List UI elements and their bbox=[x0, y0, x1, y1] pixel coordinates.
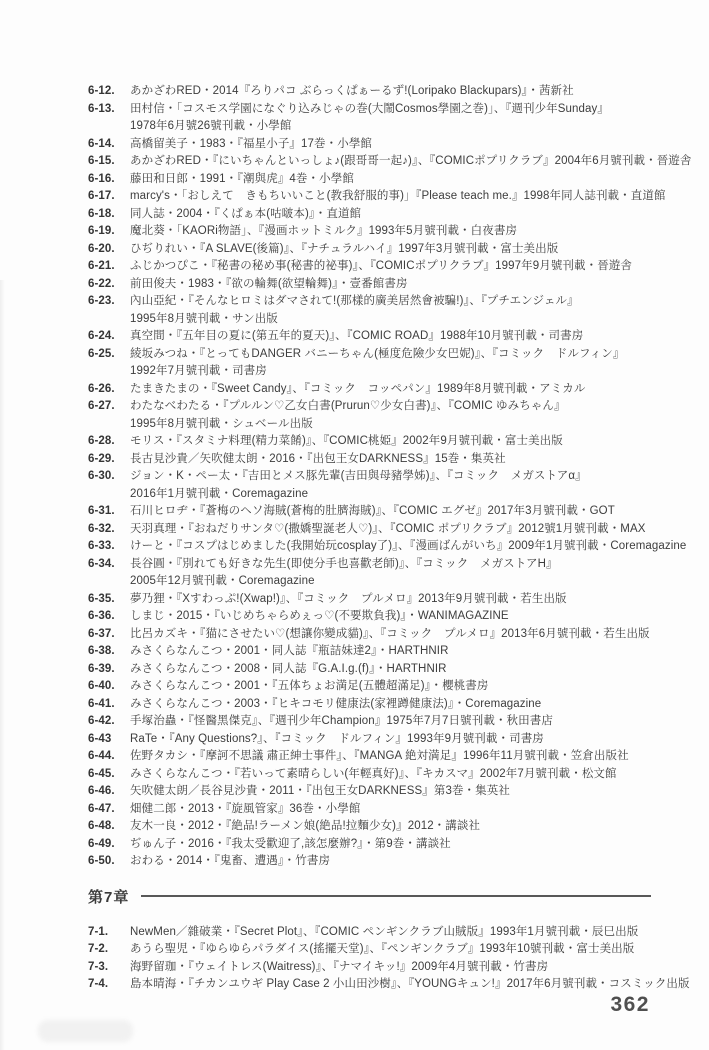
reference-text bbox=[130, 153, 692, 171]
reference-entry bbox=[88, 643, 651, 661]
reference-number: 6-36. bbox=[88, 610, 115, 622]
reference-text bbox=[130, 853, 651, 871]
reference-number: 6-15. bbox=[88, 155, 115, 167]
reference-text-line: 畑健二郎・2013・『旋風管家』36巻・小學館 bbox=[130, 802, 361, 815]
reference-text-line: 2016年1月號刊載・Coremagazine bbox=[130, 487, 309, 500]
reference-text bbox=[130, 556, 651, 591]
chapter7-heading-rule bbox=[141, 895, 651, 897]
reference-entry bbox=[88, 783, 651, 801]
reference-text-line: marcy's・「おしえて きもちいいこと(教我舒服的事)」『Please teach me.』1998年同人誌刊載・直道館 bbox=[130, 190, 666, 202]
scan-smudge-artifact bbox=[38, 1020, 133, 1042]
reference-entry bbox=[88, 346, 651, 381]
reference-entry bbox=[88, 818, 651, 836]
reference-number: 6-33. bbox=[88, 540, 115, 552]
reference-text bbox=[130, 381, 651, 399]
chapter6-reference-list bbox=[88, 83, 692, 871]
reference-entry bbox=[88, 853, 651, 871]
reference-text-line: 1992年7月號刊載・司書房 bbox=[130, 365, 267, 377]
reference-text-line: ぢゅん子・2016・『我太受歡迎了,該怎麼辦?』・第9巻・講談社 bbox=[130, 837, 451, 850]
reference-number: 6-22. bbox=[88, 277, 115, 290]
reference-entry bbox=[88, 801, 651, 819]
reference-text-line: モリス・『スタミナ料理(精力菜餚)』、『COMIC桃姫』2002年9月號刊載・富士美出版 bbox=[130, 435, 563, 447]
reference-number: 6-35. bbox=[88, 592, 115, 605]
reference-text-line: 1995年8月號刊載・サン出版 bbox=[130, 312, 278, 325]
reference-entry bbox=[88, 731, 651, 749]
reference-text-line: みさくらなんこつ・『若いって素晴らしい(年輕真好)』、『キカスマ』2002年7月號刊載・松文館 bbox=[130, 767, 617, 780]
reference-text bbox=[130, 696, 651, 714]
reference-text-line: あうら聖児・『ゆらゆらパラダイス(搖擺天堂)』、『ペンギンクラブ』1993年10號刊載・富士美出版 bbox=[130, 943, 635, 955]
reference-number: 6-25. bbox=[88, 347, 115, 360]
reference-text bbox=[130, 538, 687, 556]
reference-number: 6-49. bbox=[88, 837, 115, 850]
reference-text bbox=[130, 136, 651, 154]
reference-text bbox=[130, 941, 651, 959]
reference-entry bbox=[88, 451, 651, 469]
reference-entry bbox=[88, 748, 651, 766]
reference-text bbox=[130, 591, 651, 609]
reference-text bbox=[130, 451, 651, 469]
reference-entry bbox=[88, 959, 651, 977]
reference-entry bbox=[88, 678, 651, 696]
reference-number: 6-41. bbox=[88, 697, 115, 710]
reference-number: 6-44. bbox=[88, 750, 115, 762]
reference-entry bbox=[88, 83, 651, 101]
reference-text bbox=[130, 83, 651, 101]
reference-text-line: 島本晴海・『チカンユウギ Play Case 2 小山田沙樹』、『YOUNGキュン!』2017年6月號刊載・コスミック出版 bbox=[130, 978, 690, 990]
chapter7-reference-list bbox=[88, 924, 690, 994]
reference-text bbox=[130, 836, 651, 854]
reference-number: 7-3. bbox=[88, 960, 109, 973]
reference-text-line: 矢吹健太朗／長谷見沙貴・2011・『出包王女DARKNESS』第3巻・集英社 bbox=[130, 785, 510, 797]
reference-number: 6-31. bbox=[88, 505, 115, 517]
reference-text-line: おわる・2014・『鬼畜、遭遇』・竹書房 bbox=[130, 855, 331, 867]
reference-entry bbox=[88, 276, 651, 294]
reference-text-line: 魔北葵・「KAORi物語」、『漫画ホットミルク』1993年5月號刊載・白夜書房 bbox=[130, 225, 518, 237]
reference-number: 6-24. bbox=[88, 330, 115, 342]
reference-number: 6-43 bbox=[88, 732, 112, 745]
reference-text-line: しまじ・2015・『いじめちゃらめぇっ♡(不要欺負我)』・WANIMAGAZINE bbox=[130, 610, 509, 622]
reference-number: 6-46. bbox=[88, 785, 115, 797]
reference-text-line: 內山亞紀・『そんなヒロミはダマされて!(那樣的廣美居然會被騙!)』、『プチエンジェル』 bbox=[130, 295, 579, 307]
reference-entry bbox=[88, 206, 651, 224]
reference-text bbox=[130, 783, 651, 801]
reference-text bbox=[130, 626, 651, 644]
reference-entry bbox=[88, 503, 651, 521]
reference-text bbox=[130, 433, 651, 451]
reference-text-line: 友木一良・2012・『絶品!ラーメン娘(絶品!拉麵少女)』2012・講談社 bbox=[130, 820, 481, 832]
reference-entry bbox=[88, 153, 692, 171]
reference-text bbox=[130, 959, 651, 977]
reference-text-line: みさくらなんこつ・2001・『五体ちょお満足(五體超滿足)』・櫻桃書房 bbox=[130, 680, 489, 692]
reference-number: 6-23. bbox=[88, 295, 115, 307]
reference-entry bbox=[88, 766, 651, 784]
reference-number: 6-42. bbox=[88, 715, 115, 727]
reference-entry bbox=[88, 608, 651, 626]
reference-text-line: 天羽真理・『おねだりサンタ♡(撒嬌聖誕老人♡)』、『COMIC ポプリクラブ』2012號1月號刊載・MAX bbox=[130, 522, 646, 535]
reference-entry bbox=[88, 661, 651, 679]
reference-number: 6-38. bbox=[88, 645, 115, 657]
reference-text bbox=[130, 678, 651, 696]
reference-number: 7-2. bbox=[88, 943, 109, 955]
reference-number: 6-17. bbox=[88, 190, 115, 202]
reference-entry bbox=[88, 696, 651, 714]
reference-text bbox=[130, 608, 651, 626]
reference-text bbox=[130, 766, 651, 784]
reference-text-line: あかざわRED・『にいちゃんといっしょ♪(跟哥哥一起♪)』、『COMICポプリクラブ』2004年6月號刊載・晉遊舎 bbox=[130, 155, 692, 167]
reference-entry bbox=[88, 293, 651, 328]
reference-text-line: 手塚治蟲・『怪醫黑傑克』、『週刊少年Champion』1975年7月7日號刊載・秋田書店 bbox=[130, 715, 553, 727]
reference-text-line: ジョン・K・ペー太・『吉田とメス豚先輩(吉田與母豬學姊)』、『コミック メガストアα』 bbox=[130, 470, 587, 482]
reference-text-line: 長谷圓・『別れても好きな先生(即使分手也喜歡老師)』、『コミック メガストアH』 bbox=[130, 557, 558, 570]
reference-text bbox=[130, 206, 651, 224]
reference-text bbox=[130, 188, 666, 206]
reference-entry bbox=[88, 433, 651, 451]
reference-number: 6-40. bbox=[88, 680, 115, 692]
reference-entry bbox=[88, 538, 687, 556]
reference-number: 6-27. bbox=[88, 400, 115, 412]
reference-text-line: 藤田和日郎・1991・『潮與虎』4巻・小學館 bbox=[130, 172, 354, 185]
reference-entry bbox=[88, 188, 666, 206]
reference-text bbox=[130, 818, 651, 836]
reference-number: 6-39. bbox=[88, 662, 115, 675]
reference-text bbox=[130, 398, 651, 433]
page-content bbox=[88, 83, 692, 994]
reference-number: 6-14. bbox=[88, 137, 115, 150]
reference-text-line: ふじかつぴこ・『秘書の秘め事(秘書的祕事)』、『COMICポプリクラブ』1997年9月號刊載・晉遊舎 bbox=[130, 260, 633, 272]
reference-text bbox=[130, 468, 651, 503]
reference-entry bbox=[88, 101, 651, 136]
reference-entry bbox=[88, 976, 690, 994]
reference-entry bbox=[88, 171, 651, 189]
reference-text bbox=[130, 731, 651, 749]
chapter7-heading bbox=[88, 886, 651, 907]
reference-entry bbox=[88, 626, 651, 644]
reference-text-line: 前田俊夫・1983・『欲の輪舞(欲望輪舞)』・壹番館書房 bbox=[130, 277, 408, 290]
reference-number: 6-16. bbox=[88, 172, 115, 185]
reference-entry bbox=[88, 136, 651, 154]
reference-text bbox=[130, 521, 651, 539]
reference-text-line: あかざわRED・2014『ろりパコ ぶらっくぱぁーるず!(Loripako Blackupars)』・茜新社 bbox=[130, 85, 574, 97]
chapter7-heading-label: 第7章 bbox=[88, 888, 130, 906]
reference-text bbox=[130, 643, 651, 661]
reference-entry bbox=[88, 328, 651, 346]
reference-text-line: 真空間・『五年目の夏に(第五年的夏天)』、『COMIC ROAD』1988年10月號刊載・司書房 bbox=[130, 330, 584, 342]
reference-number: 6-12. bbox=[88, 85, 115, 97]
reference-entry bbox=[88, 468, 651, 503]
reference-text-line: けーと・『コスプはじめました(我開始玩cosplay了)』、『漫画ばんがいち』2009年1月號刊載・Coremagazine bbox=[130, 540, 687, 552]
reference-number: 6-50. bbox=[88, 855, 115, 867]
reference-text-line: 高橋留美子・1983・『福星小子』17巻・小學館 bbox=[130, 137, 373, 150]
reference-number: 6-30. bbox=[88, 470, 115, 482]
reference-entry bbox=[88, 556, 651, 591]
reference-number: 6-20. bbox=[88, 242, 115, 255]
reference-text-line: ひぢりれい・『A SLAVE(後篇)』、『ナチュラルハイ』1997年3月號刊載・富士美出版 bbox=[130, 242, 559, 255]
reference-entry bbox=[88, 241, 651, 259]
reference-text bbox=[130, 801, 651, 819]
reference-number: 6-13. bbox=[88, 102, 115, 115]
reference-text-line: NewMen／雜破業・『Secret Plot』、『COMIC ペンギンクラブ山賊版』1993年1月號刊載・辰巳出版 bbox=[130, 925, 639, 938]
reference-text bbox=[130, 924, 651, 942]
reference-number: 6-28. bbox=[88, 435, 115, 447]
reference-text bbox=[130, 171, 651, 189]
reference-text-line: 同人誌・2004・『くぱぁ本(咕啵本)』・直道館 bbox=[130, 207, 362, 220]
reference-entry bbox=[88, 521, 651, 539]
reference-entry bbox=[88, 836, 651, 854]
reference-entry bbox=[88, 591, 651, 609]
reference-text-line: 綾坂みつね・『とってもDANGER バニーちゃん(極度危險少女巴妮)』、『コミック ドルフィン』 bbox=[130, 347, 625, 360]
reference-text-line: 田村信・「コスモス学園になぐり込みじゃの巻(大鬧Cosmos學園之巻)」、『週刊少年Sunday』 bbox=[130, 102, 609, 115]
reference-number: 6-29. bbox=[88, 452, 115, 465]
reference-text bbox=[130, 976, 690, 994]
reference-entry bbox=[88, 223, 651, 241]
reference-entry bbox=[88, 381, 651, 399]
reference-text bbox=[130, 328, 651, 346]
reference-text bbox=[130, 223, 651, 241]
scan-edge-artifact bbox=[0, 280, 5, 1050]
reference-text-line: 佐野タカシ・『摩訶不思議 肅正紳士事件』、『MANGA 絶対満足』1996年11月號刊載・笠倉出版社 bbox=[130, 750, 629, 762]
reference-number: 6-21. bbox=[88, 260, 115, 272]
page-number: 362 bbox=[610, 993, 650, 1016]
reference-entry bbox=[88, 941, 651, 959]
reference-text-line: 比呂カズキ・『猫にさせたい♡(想讓你變成貓)』、『コミック プルメロ』2013年6月號刊載・若生出版 bbox=[130, 627, 650, 640]
reference-text-line: 1978年6月號26號刊載・小學館 bbox=[130, 120, 292, 132]
reference-number: 6-26. bbox=[88, 382, 115, 395]
reference-text-line: 海野留珈・『ウェイトレス(Waitress)』、『ナマイキッ!』2009年4月號刊載・竹書房 bbox=[130, 960, 549, 973]
reference-text bbox=[130, 101, 651, 136]
reference-text bbox=[130, 276, 651, 294]
reference-text-line: 長古見沙貴／矢吹健太朗・2016・『出包王女DARKNESS』15巻・集英社 bbox=[130, 452, 506, 465]
reference-text bbox=[130, 258, 651, 276]
reference-number: 6-45. bbox=[88, 767, 115, 780]
reference-text-line: みさくらなんこつ・2001・同人誌『瓶詰妹達2』・HARTHNIR bbox=[130, 645, 449, 657]
reference-text bbox=[130, 661, 651, 679]
reference-text-line: みさくらなんこつ・2008・同人誌『G.A.I.g.(f)』・HARTHNIR bbox=[130, 662, 447, 675]
reference-text-line: 1995年8月號刊載・シュベール出版 bbox=[130, 417, 313, 430]
reference-text bbox=[130, 241, 651, 259]
reference-text-line: みさくらなんこつ・2003・『ヒキコモリ健康法(家裡蹲健康法)』・Coremagazine bbox=[130, 697, 542, 710]
reference-text bbox=[130, 748, 651, 766]
reference-number: 6-47. bbox=[88, 802, 115, 815]
reference-number: 7-1. bbox=[88, 925, 109, 938]
reference-number: 6-34. bbox=[88, 557, 115, 570]
reference-number: 7-4. bbox=[88, 978, 109, 990]
reference-text-line: 夢乃狸・『Xすわっぷ!(Xwap!)』、『コミック プルメロ』2013年9月號刊載・若生出版 bbox=[130, 592, 567, 605]
reference-entry bbox=[88, 398, 651, 433]
reference-entry bbox=[88, 258, 651, 276]
reference-text bbox=[130, 713, 651, 731]
reference-number: 6-18. bbox=[88, 207, 115, 220]
reference-entry bbox=[88, 713, 651, 731]
reference-text bbox=[130, 503, 651, 521]
reference-text-line: たまきたまの・『Sweet Candy』、『コミック コッペパン』1989年8月號刊載・アミカル bbox=[130, 382, 586, 395]
reference-text-line: RaTe・『Any Questions?』、『コミック ドルフィン』1993年9月號刊載・司書房 bbox=[130, 732, 544, 745]
reference-entry bbox=[88, 924, 651, 942]
reference-text bbox=[130, 293, 651, 328]
reference-number: 6-19. bbox=[88, 225, 115, 237]
reference-text bbox=[130, 346, 651, 381]
reference-number: 6-48. bbox=[88, 820, 115, 832]
reference-number: 6-37. bbox=[88, 627, 115, 640]
reference-text-line: 2005年12月號刊載・Coremagazine bbox=[130, 575, 315, 587]
reference-text-line: 石川ヒロヂ・『蒼梅のヘソ海賊(蒼梅的肚臍海賊)』、『COMIC エグゼ』2017年3月號刊載・GOT bbox=[130, 505, 615, 517]
reference-number: 6-32. bbox=[88, 522, 115, 535]
reference-text-line: わたなべわたる・『プルルン♡乙女白書(Prurun♡少女白書)』、『COMIC ゆみちゃん』 bbox=[130, 400, 566, 412]
